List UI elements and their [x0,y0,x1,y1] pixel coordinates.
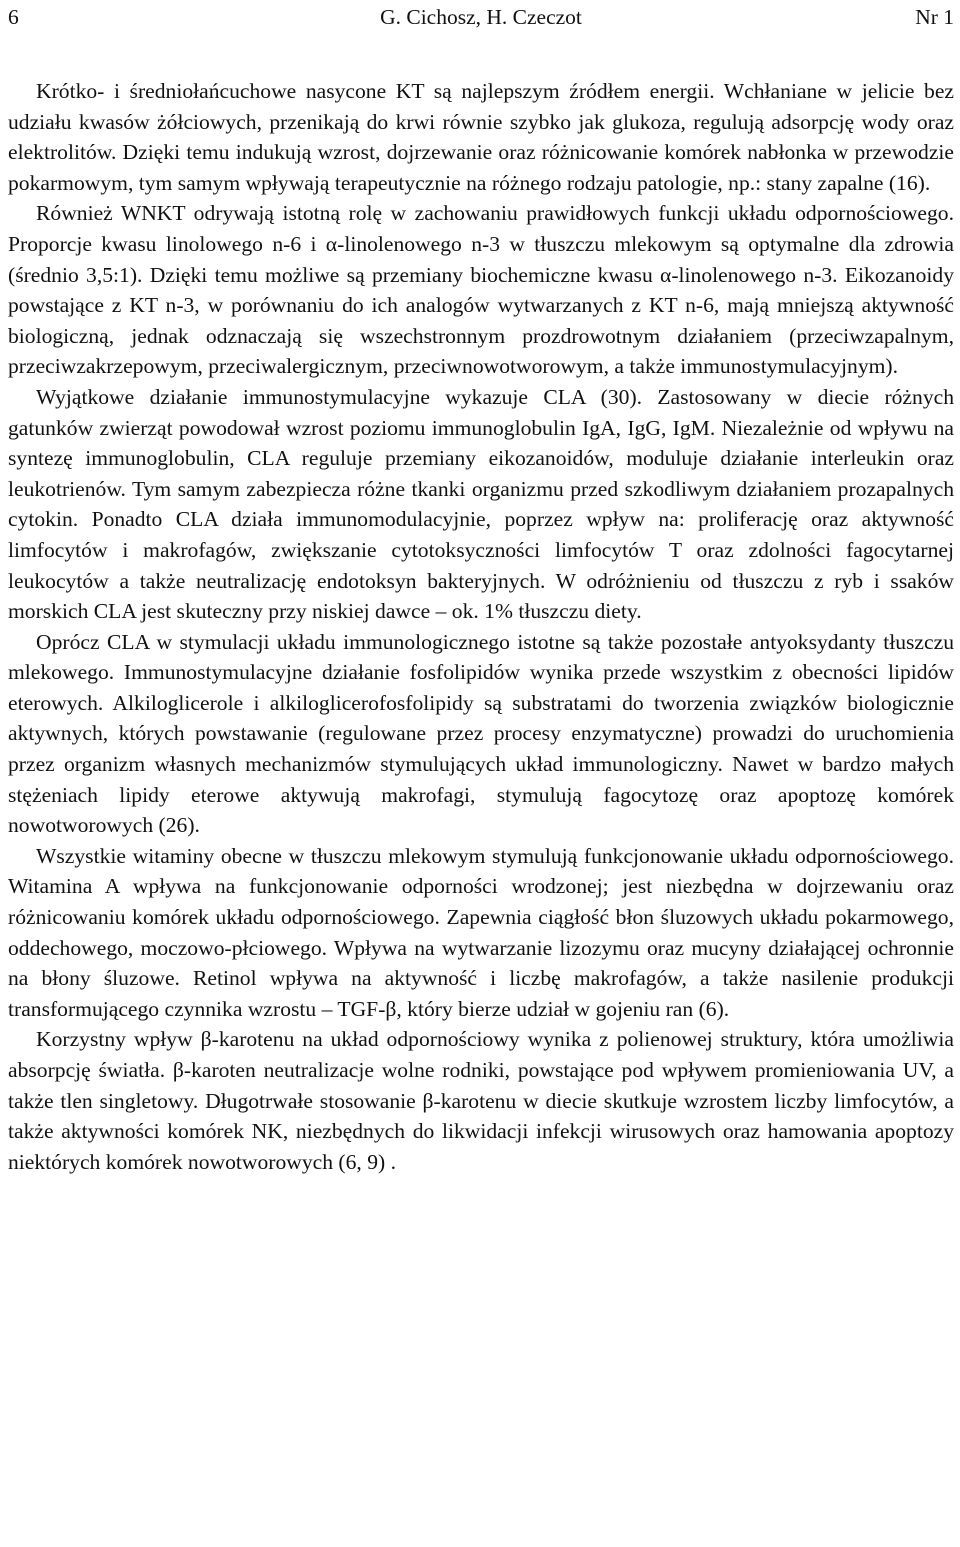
issue-number: Nr 1 [915,5,954,29]
paragraph: Korzystny wpływ β-karotenu na układ odpornościowy wynika z polienowej struktury, która umożliwia absorpcję światła. β-karoten neutralizacje wolne rodniki, powstające pod wpływem promieniowania UV, a także tlen singletowy. Długotrwałe stosowanie β-karotenu w diecie skutkuje wzrostem liczby limfocytów, a także aktywności komórek NK, niezbędnych do likwidacji infekcji wirusowych oraz hamowania apoptozy niektórych komórek nowotworowych (6, 9) . [8,1027,954,1174]
paragraph: Również WNKT odrywają istotną rolę w zachowaniu prawidłowych funkcji układu odpornościowego. Proporcje kwasu linolowego n-6 i α-linolenowego n-3 w tłuszczu mlekowym są optymalne dla zdrowia (średnio 3,5:1). Dzięki temu możliwe są przemiany biochemiczne kwasu α-linolenowego n-3. Eikozanoidy powstające z KT n-3, w porównaniu do ich analogów wytwarzanych z KT n-6, mają mniejszą aktywność biologiczną, jednak odznaczają się wszechstronnym prozdrowotnym działaniem (przeciwzapalnym, przeciwzakrzepowym, przeciwalergicznym, przeciwnowotworowym, a także immunostymulacyjnym). [8,201,954,379]
document-page [8,0,954,1177]
running-header [8,0,954,34]
running-header-authors: G. Cichosz, H. Czeczot [380,5,582,29]
paragraph: Wszystkie witaminy obecne w tłuszczu mlekowym stymulują funkcjonowanie układu odpornościowego. Witamina A wpływa na funkcjonowanie odporności wrodzonej; jest niezbędna w dojrzewaniu oraz różnicowaniu komórek układu odpornościowego. Zapewnia ciągłość błon śluzowych układu pokarmowego, oddechowego, moczowo-płciowego. Wpływa na wytwarzanie lizozymu oraz mucyny działającej ochronnie na błony śluzowe. Retinol wpływa na aktywność i liczbę makrofagów, a także nasilenie produkcji transformującego czynnika wzrostu – TGF-β, który bierze udział w gojeniu ran (6). [8,843,954,1021]
paragraph: Krótko- i średniołańcuchowe nasycone KT są najlepszym źródłem energii. Wchłaniane w jelicie bez udziału kwasów żółciowych, przenikają do krwi równie szybko jak glukoza, regulują adsorpcję wody oraz elektrolitów. Dzięki temu indukują wzrost, dojrzewanie oraz różnicowanie komórek nabłonka w przewodzie pokarmowym, tym samym wpływają terapeutycznie na różnego rodzaju patologie, np.: stany zapalne (16). [8,79,954,195]
paragraph: Oprócz CLA w stymulacji układu immunologicznego istotne są także pozostałe antyoksydanty tłuszczu mlekowego. Immunostymulacyjne działanie fosfolipidów wynika przede wszystkim z obecności lipidów eterowych. Alkiloglicerole i alkiloglicerofosfolipidy są substratami do tworzenia związków biologicznie aktywnych, których powstawanie (regulowane przez procesy enzymatyczne) prowadzi do uruchomienia przez organizm własnych mechanizmów stymulujących układ immunologiczny. Nawet w bardzo małych stężeniach lipidy eterowe aktywują makrofagi, stymulują fagocytozę oraz apoptozę komórek nowotworowych (26). [8,629,954,838]
body-text [8,76,954,1177]
page-number: 6 [8,5,19,29]
paragraph: Wyjątkowe działanie immunostymulacyjne wykazuje CLA (30). Zastosowany w diecie różnych gatunków zwierząt powodował wzrost poziomu immunoglobulin IgA, IgG, IgM. Niezależnie od wpływu na syntezę immunoglobulin, CLA reguluje przemiany eikozanoidów, moduluje działanie interleukin oraz leukotrienów. Tym samym zabezpiecza różne tkanki organizmu przed szkodliwym działaniem prozapalnych cytokin. Ponadto CLA działa immunomodulacyjnie, poprzez wpływ na: proliferację oraz aktywność limfocytów i makrofagów, zwiększanie cytotoksyczności limfocytów T oraz zdolności fagocytarnej leukocytów a także neutralizację endotoksyn bakteryjnych. W odróżnieniu od tłuszczu z ryb i ssaków morskich CLA jest skuteczny przy niskiej dawce – ok. 1% tłuszczu diety. [8,384,954,624]
